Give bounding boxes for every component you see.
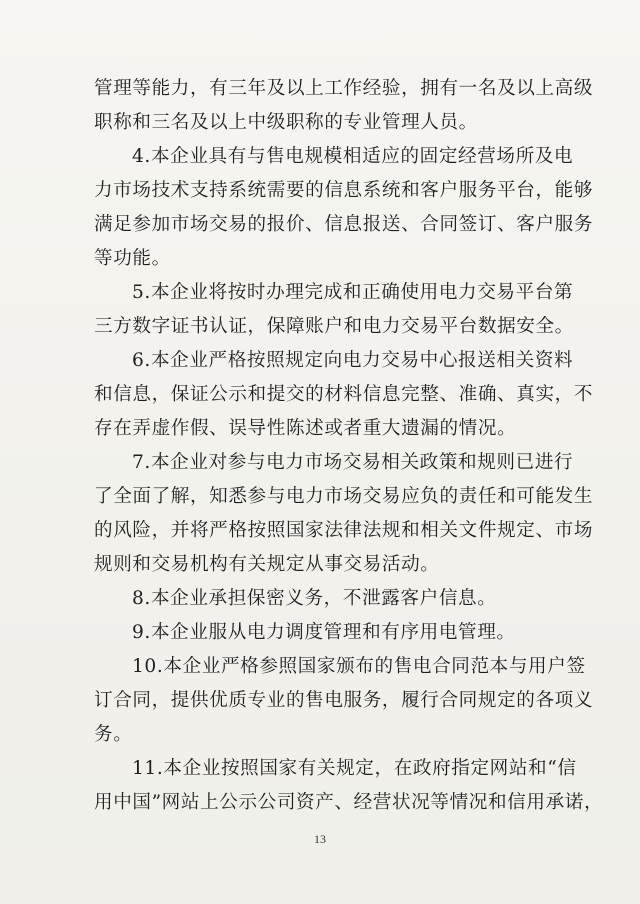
- text-line: 等功能。: [94, 248, 171, 269]
- paragraph: [94, 650, 594, 752]
- text-line: 8.本企业承担保密义务，不泄露客户信息。: [132, 588, 497, 609]
- text-line: 7.本企业对参与电力市场交易相关政策和规则已进行: [132, 452, 574, 473]
- paragraph: [94, 582, 566, 616]
- text-line: 9.本企业服从电力调度管理和有序用电管理。: [132, 622, 516, 643]
- paragraph: [94, 140, 594, 276]
- text-line: 职称和三名及以上中级职称的专业管理人员。: [94, 112, 478, 133]
- paragraph: [94, 344, 594, 446]
- text-line: 力市场技术支持系统需要的信息系统和客户服务平台，能够: [94, 180, 594, 201]
- text-line: 11.本企业按照国家有关规定，在政府指定网站和“信: [132, 758, 577, 779]
- text-line: 务。: [94, 724, 133, 745]
- text-line: 5.本企业将按时办理完成和正确使用电力交易平台第: [132, 282, 574, 303]
- text-line: 用中国”网站上公示公司资产、经营状况等情况和信用承诺，: [94, 792, 604, 813]
- paragraph: [94, 616, 566, 650]
- paragraph: [94, 276, 574, 344]
- text-line: 满足参加市场交易的报价、信息报送、合同签订、客户服务: [94, 214, 594, 235]
- paragraph: [94, 446, 594, 582]
- paragraph: [94, 752, 604, 820]
- text-line: 规则和交易机构有关规定从事交易活动。: [94, 554, 440, 575]
- paragraph: [94, 72, 594, 140]
- text-line: 和信息，保证公示和提交的材料信息完整、准确、真实，不: [94, 384, 594, 405]
- text-line: 三方数字证书认证，保障账户和电力交易平台数据安全。: [94, 316, 574, 337]
- text-line: 管理等能力，有三年及以上工作经验，拥有一名及以上高级: [94, 78, 594, 99]
- text-line: 存在弄虚作假、误导性陈述或者重大遗漏的情况。: [94, 418, 517, 439]
- text-line: 了全面了解，知悉参与电力市场交易应负的责任和可能发生: [94, 486, 594, 507]
- text-line: 的风险，并将严格按照国家法律法规和相关文件规定、市场: [94, 520, 594, 541]
- text-line: 订合同，提供优质专业的售电服务，履行合同规定的各项义: [94, 690, 594, 711]
- text-line: 10.本企业严格参照国家颁布的售电合同范本与用户签: [132, 656, 586, 677]
- text-line: 4.本企业具有与售电规模相适应的固定经营场所及电: [132, 146, 574, 167]
- document-body: [94, 72, 604, 820]
- text-line: 6.本企业严格按照规定向电力交易中心报送相关资料: [132, 350, 574, 371]
- page-number: 13: [314, 832, 326, 846]
